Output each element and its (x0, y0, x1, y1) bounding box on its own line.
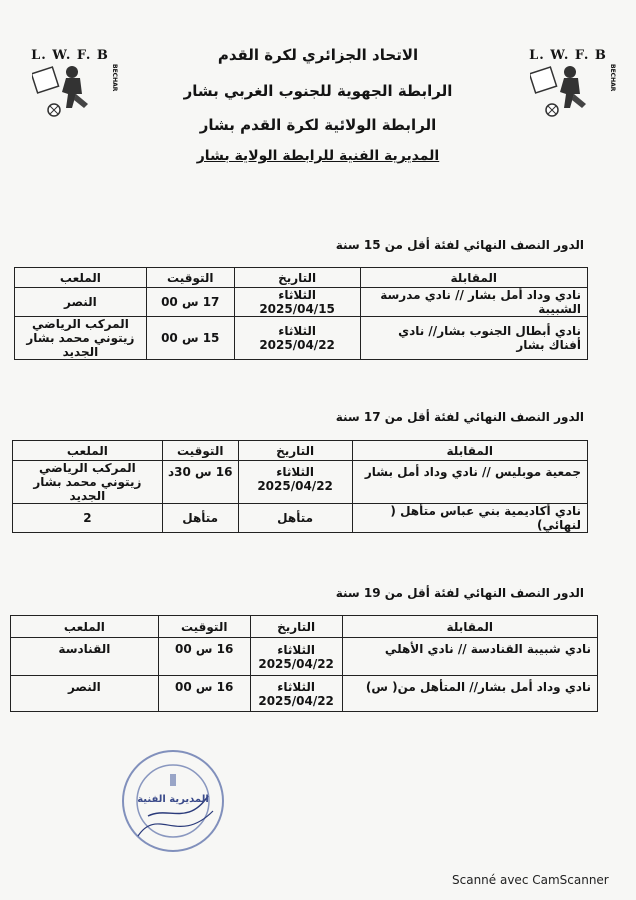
match-cell: نادي وداد أمل بشار // نادي مدرسة الشبيبة (360, 288, 587, 317)
venue-cell: النصر (11, 676, 159, 712)
column-header-match: المقابلة (342, 616, 597, 638)
time-cell: 17 س 00 (146, 288, 234, 317)
column-header-time: التوقيت (162, 441, 238, 461)
column-header-venue: الملعب (13, 441, 163, 461)
column-header-match: المقابلة (360, 268, 587, 288)
header-federation: الاتحاد الجزائري لكرة القدم (217, 46, 419, 64)
column-header-date: التاريخ (250, 616, 342, 638)
column-header-venue: الملعب (11, 616, 159, 638)
time-cell: 16 س 00 (158, 638, 250, 676)
date-cell: الثلاثاء 2025/04/22 (234, 317, 360, 360)
column-header-date: التاريخ (234, 268, 360, 288)
table-row (13, 504, 588, 533)
header-technical-direction: المديرية الفنية للرابطة الولاية بشار (196, 148, 440, 164)
logo-text: L. W. F. B (31, 48, 109, 63)
section-title-u19: الدور النصف النهائي لفئة أقل من 19 سنة (335, 586, 584, 600)
table-row (11, 638, 598, 676)
match-cell: نادي أبطال الجنوب بشار// نادي أفناك بشار (360, 317, 587, 360)
time-cell: 16 س 30د (162, 461, 238, 504)
match-cell: جمعية موبليس // نادي وداد أمل بشار (352, 461, 587, 504)
official-stamp (118, 746, 228, 856)
table-row (13, 461, 588, 504)
time-cell: 15 س 00 (146, 317, 234, 360)
match-cell: نادي شبيبة القنادسة // نادي الأهلي (342, 638, 597, 676)
header-regional-league: الرابطة الجهوية للجنوب الغربي بشار (183, 82, 453, 100)
table-row (15, 317, 588, 360)
column-header-match: المقابلة (352, 441, 587, 461)
date-cell: الثلاثاء 2025/04/15 (234, 288, 360, 317)
table-header-row (15, 268, 588, 288)
date-cell: الثلاثاء 2025/04/22 (250, 676, 342, 712)
schedule-table-u19 (10, 615, 598, 712)
logo-side-text: BECHAR (111, 64, 118, 92)
venue-cell: النصر (15, 288, 147, 317)
schedule-table-u17 (12, 440, 588, 533)
table-header-row (13, 441, 588, 461)
schedule-table-u15 (14, 267, 588, 360)
table-row (15, 288, 588, 317)
time-cell: متأهل (162, 504, 238, 533)
date-cell: متأهل (238, 504, 352, 533)
time-cell: 16 س 00 (158, 676, 250, 712)
venue-cell: المركب الرياضي زيتوني محمد بشار الجديد (13, 461, 163, 504)
date-cell: الثلاثاء 2025/04/22 (238, 461, 352, 504)
venue-cell: المركب الرياضي زيتوني محمد بشار الجديد (15, 317, 147, 360)
column-header-venue: الملعب (15, 268, 147, 288)
stamp-text: المديرية الفنية (137, 794, 209, 805)
scanner-watermark: Scanné avec CamScanner (452, 873, 609, 887)
venue-cell: القنادسة (11, 638, 159, 676)
table-header-row (11, 616, 598, 638)
column-header-time: التوقيت (158, 616, 250, 638)
logo-text: L. W. F. B (529, 48, 607, 63)
table-row (11, 676, 598, 712)
section-title-u17: الدور النصف النهائي لفئة أقل من 17 سنة (335, 410, 584, 424)
column-header-date: التاريخ (238, 441, 352, 461)
header-wilaya-league: الرابطة الولائية لكرة القدم بشار (199, 116, 437, 134)
logo-side-text: BECHAR (609, 64, 616, 92)
section-title-u15: الدور النصف النهائي لفئة أقل من 15 سنة (335, 238, 584, 252)
date-cell: الثلاثاء 2025/04/22 (250, 638, 342, 676)
venue-cell: 2 (13, 504, 163, 533)
match-cell: نادي وداد أمل بشار// المتأهل من( س) (342, 676, 597, 712)
match-cell: نادي أكاديمية بني عباس متأهل ( لنهائي) (352, 504, 587, 533)
column-header-time: التوقيت (146, 268, 234, 288)
